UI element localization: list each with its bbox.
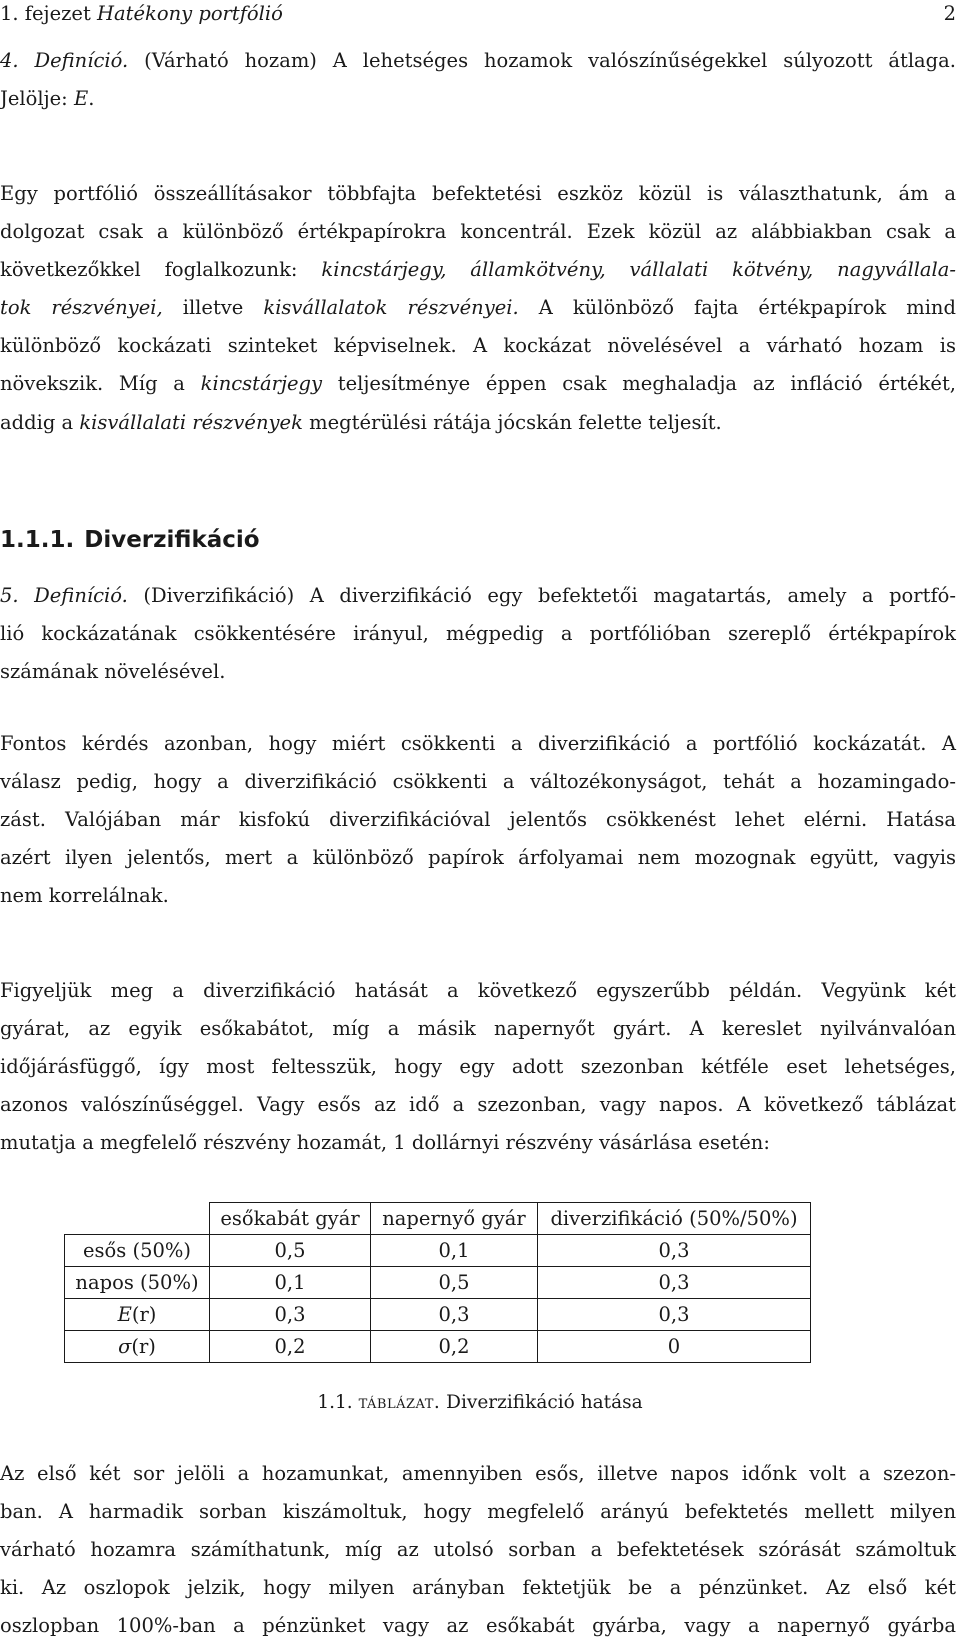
table-cell: 0,5 bbox=[210, 1235, 371, 1267]
table-row-label: esős (50%) bbox=[65, 1235, 210, 1267]
table-cell: 0,3 bbox=[538, 1299, 811, 1331]
section-title: Diverzifikáció bbox=[84, 527, 260, 553]
table-cell: 0 bbox=[538, 1331, 811, 1363]
table-row bbox=[65, 1299, 811, 1331]
paragraph-explanation: Az első két sor jelöli a hozamunkat, amennyiben esős, illetve napos időnk volt a szezon- ban. A harmadik sorban kiszámoltuk, hogy megfelelő arányú befektetés mellett milyen várható hozamra számíthatunk, míg az utolsó sorban a befektetések szórását számoltuk ki. Az oszlopok jelzik, hogy milyen arányban fektetjük be a pénzünket. Az első két oszlopban 100%-ban a pénzünket vagy az esőkabát gyárba, vagy a napernyő gyárba bbox=[0, 1462, 956, 1638]
section-heading bbox=[0, 527, 260, 553]
paragraph-securities: Egy portfólió összeállításakor többfajta befektetési eszköz közül is választhatunk, ám a dolgozat csak a különböző értékpapírokra koncentrál. Ezek közül az alábbiakban csak a következőkkel foglalkozunk: kincstárjegy, államkötvény, vállalati kötvény, nagyvállala- tok részvényei, illetve kisvállalatok részvényei. A különböző fajta értékpapírok mind különböző kockázati szinteket képviselnek. A kockázat növelésével a várható hozam is növekszik. Míg a kincstárjegy teljesítménye éppen csak meghaladja az infláció értékét, addig a kisvállalati részvények megtérülési rátája jócskán felette teljesít. bbox=[0, 182, 957, 434]
paragraph-why-diversify: Fontos kérdés azonban, hogy miért csökkenti a diverzifikáció a portfólió kockázatát. A válasz pedig, hogy a diverzifikáció csökkenti a változékonyságot, tehát a hozamingado- zást. Valójában már kisfokú diverzifikációval jelentős csökkenést lehet elérni. Hatása azért ilyen jelentős, mert a különböző papírok árfolyamai nem mozognak együtt, vagyis nem korrelálnak. bbox=[0, 732, 956, 908]
table-row bbox=[65, 1235, 811, 1267]
table-header-cell: diverzifikáció (50%/50%) bbox=[538, 1203, 811, 1235]
table-header-cell: napernyő gyár bbox=[371, 1203, 538, 1235]
paragraph-example: Figyeljük meg a diverzifikáció hatását a következő egyszerűbb példán. Vegyünk két gyárat, az egyik esőkabátot, míg a másik napernyőt gyárt. A kereslet nyilvánvalóan időjárásfüggő, így most feltesszük, hogy egy adott szezonban kétféle eset lehetséges, azonos valószínűséggel. Vagy esős az idő a szezonban, vagy napos. A következő táblázat mutatja a megfelelő részvény hozamát, 1 dollárnyi részvény vásárlása esetén: bbox=[0, 979, 956, 1155]
header-chapter: 1. fejezet Hatékony portfólió bbox=[0, 2, 283, 25]
table-row-label: napos (50%) bbox=[65, 1267, 210, 1299]
table-cell: 0,3 bbox=[538, 1235, 811, 1267]
table-row-label: σ(r) bbox=[65, 1331, 210, 1363]
table-cell: 0,1 bbox=[371, 1235, 538, 1267]
table-cell: 0,3 bbox=[538, 1267, 811, 1299]
table-row-label: E(r) bbox=[65, 1299, 210, 1331]
table-corner-cell bbox=[65, 1203, 210, 1235]
running-header bbox=[0, 2, 956, 25]
diversification-table bbox=[64, 1202, 811, 1363]
table-cell: 0,2 bbox=[371, 1331, 538, 1363]
table-cell: 0,5 bbox=[371, 1267, 538, 1299]
table-header-cell: esőkabát gyár bbox=[210, 1203, 371, 1235]
table-row bbox=[65, 1331, 811, 1363]
header-page-number: 2 bbox=[943, 2, 956, 25]
table-caption: 1.1. táblázat. Diverzifikáció hatása bbox=[317, 1392, 643, 1413]
table-header-row bbox=[65, 1203, 811, 1235]
table-cell: 0,2 bbox=[210, 1331, 371, 1363]
table-row bbox=[65, 1267, 811, 1299]
definition-5: 5. Definíció. (Diverzifikáció) A diverzifikáció egy befektetői magatartás, amely a portfó- lió kockázatának csökkentésére irányul, mégpedig a portfólióban szereplő értékpapírok számának növelésével. bbox=[0, 584, 956, 684]
table-cell: 0,3 bbox=[371, 1299, 538, 1331]
section-number: 1.1.1. bbox=[0, 527, 75, 553]
table-cell: 0,1 bbox=[210, 1267, 371, 1299]
header-title: Hatékony portfólió bbox=[97, 2, 283, 25]
definition-4: 4. Definíció. (Várható hozam) A lehetséges hozamok valószínűségekkel súlyozott átlaga. Jelölje: E. bbox=[0, 49, 956, 111]
table-cell: 0,3 bbox=[210, 1299, 371, 1331]
